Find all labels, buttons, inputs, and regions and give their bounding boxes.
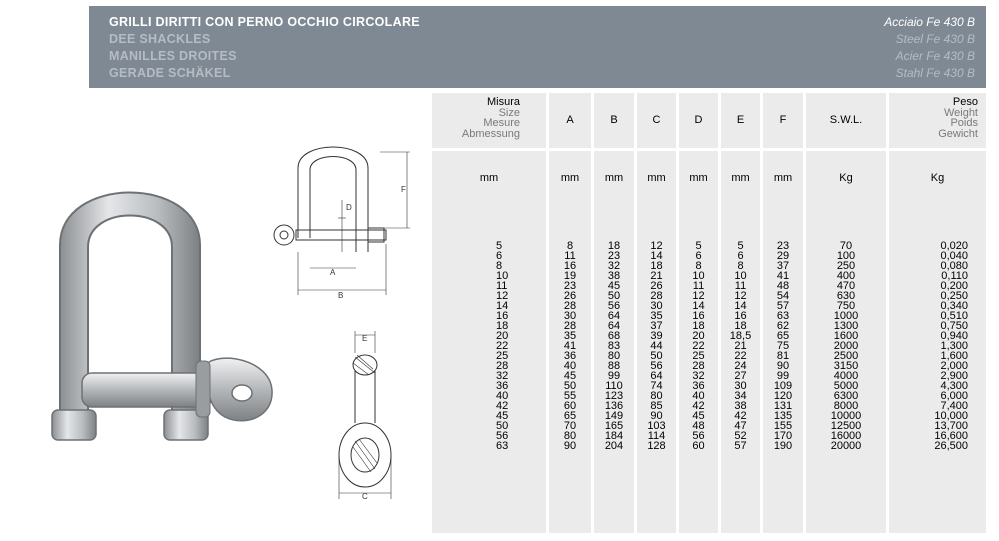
cell: 99 bbox=[776, 370, 790, 382]
size-header-en: Size bbox=[498, 106, 520, 119]
cell: 56 bbox=[692, 430, 705, 442]
cell: 11 bbox=[692, 280, 705, 292]
cell: 40 bbox=[496, 390, 509, 402]
cell: 36 bbox=[496, 380, 509, 392]
cell: 6 bbox=[695, 250, 702, 262]
values-e bbox=[721, 221, 760, 471]
cell: 56 bbox=[607, 300, 621, 312]
cell: 6 bbox=[496, 250, 503, 262]
cell: 80 bbox=[650, 390, 663, 402]
cell: 0,080 bbox=[940, 260, 968, 272]
weight-header-de: Gewicht bbox=[938, 127, 978, 140]
dim-d-label: D bbox=[346, 203, 352, 212]
cell: 2500 bbox=[833, 350, 859, 362]
cell: 2000 bbox=[833, 340, 859, 352]
cell: 39 bbox=[650, 330, 663, 342]
cell: 25 bbox=[496, 350, 509, 362]
cell: 34 bbox=[734, 390, 747, 402]
cell: 27 bbox=[734, 370, 747, 382]
cell: 45 bbox=[496, 410, 509, 422]
cell: 64 bbox=[607, 320, 621, 332]
cell: 32 bbox=[607, 260, 621, 272]
shackle-photo bbox=[20, 155, 280, 455]
unit-b: mm bbox=[604, 172, 624, 184]
cell: 28 bbox=[563, 320, 577, 332]
unit-a: mm bbox=[560, 172, 580, 184]
cell: 55 bbox=[563, 390, 577, 402]
cell: 8 bbox=[566, 240, 574, 252]
cell: 21 bbox=[650, 270, 663, 282]
cell: 0,200 bbox=[940, 280, 968, 292]
cell: 750 bbox=[836, 300, 856, 312]
cell: 85 bbox=[650, 400, 663, 412]
values-b bbox=[594, 221, 634, 471]
cell: 8000 bbox=[833, 400, 859, 412]
header-d: D bbox=[694, 114, 703, 126]
cell: 74 bbox=[650, 380, 663, 392]
cell: 3150 bbox=[833, 360, 859, 372]
cell: 14 bbox=[496, 300, 509, 312]
material-english: Steel Fe 430 B bbox=[895, 32, 975, 46]
cell: 37 bbox=[650, 320, 663, 332]
weight-header-it: Peso bbox=[952, 96, 978, 108]
cell: 26 bbox=[563, 290, 577, 302]
cell: 0,020 bbox=[940, 240, 968, 252]
cell: 90 bbox=[650, 410, 663, 422]
cell: 83 bbox=[607, 340, 621, 352]
cell: 26,500 bbox=[934, 440, 968, 452]
cell: 12 bbox=[692, 290, 705, 302]
cell: 48 bbox=[692, 420, 705, 432]
col-swl bbox=[806, 93, 886, 533]
size-header-fr: Mesure bbox=[483, 117, 520, 129]
cell: 16 bbox=[692, 310, 705, 322]
cell: 190 bbox=[773, 440, 793, 452]
cell: 1000 bbox=[833, 310, 859, 322]
cell: 149 bbox=[604, 410, 624, 422]
cell: 45 bbox=[692, 410, 705, 422]
cell: 65 bbox=[563, 410, 577, 422]
cell: 26 bbox=[650, 280, 663, 292]
cell: 63 bbox=[496, 440, 509, 452]
cell: 50 bbox=[650, 350, 663, 362]
title-banner bbox=[89, 6, 986, 88]
cell: 28 bbox=[650, 290, 663, 302]
cell: 56 bbox=[496, 430, 509, 442]
cell: 48 bbox=[776, 280, 790, 292]
cell: 7,400 bbox=[940, 400, 968, 412]
cell: 42 bbox=[734, 410, 747, 422]
cell: 20 bbox=[692, 330, 705, 342]
cell: 5 bbox=[695, 240, 702, 252]
cell: 38 bbox=[607, 270, 621, 282]
values-d bbox=[679, 221, 718, 471]
cell: 120 bbox=[773, 390, 793, 402]
cell: 75 bbox=[776, 340, 790, 352]
cell: 114 bbox=[647, 430, 666, 442]
cell: 45 bbox=[563, 370, 577, 382]
cell: 16,600 bbox=[934, 430, 968, 442]
cell: 8 bbox=[737, 260, 744, 272]
values-weight bbox=[934, 221, 968, 471]
title-italian: GRILLI DIRITTI CON PERNO OCCHIO CIRCOLARE bbox=[109, 15, 420, 29]
size-header-de: Abmessung bbox=[461, 127, 520, 140]
weight-header-fr: Poids bbox=[950, 117, 978, 129]
cell: 45 bbox=[607, 280, 621, 292]
cell: 70 bbox=[839, 240, 853, 252]
cell: 109 bbox=[773, 380, 793, 392]
cell: 16000 bbox=[830, 430, 862, 442]
unit-size: mm bbox=[479, 172, 499, 184]
cell: 21 bbox=[734, 340, 747, 352]
cell: 63 bbox=[776, 310, 790, 322]
cell: 35 bbox=[563, 330, 577, 342]
unit-weight: Kg bbox=[930, 172, 945, 184]
cell: 10 bbox=[496, 270, 509, 282]
header-e: E bbox=[736, 114, 745, 126]
cell: 1300 bbox=[833, 320, 859, 332]
cell: 136 bbox=[604, 400, 624, 412]
cell: 30 bbox=[563, 310, 577, 322]
cell: 37 bbox=[776, 260, 790, 272]
cell: 36 bbox=[563, 350, 577, 362]
cell: 41 bbox=[776, 270, 790, 282]
cell: 60 bbox=[692, 440, 705, 452]
cell: 32 bbox=[496, 370, 509, 382]
cell: 165 bbox=[604, 420, 624, 432]
cell: 50 bbox=[496, 420, 509, 432]
cell: 22 bbox=[496, 340, 509, 352]
cell: 30 bbox=[650, 300, 663, 312]
cell: 6 bbox=[737, 250, 744, 262]
cell: 20000 bbox=[830, 440, 862, 452]
cell: 18,5 bbox=[729, 330, 752, 342]
cell: 54 bbox=[776, 290, 790, 302]
cell: 50 bbox=[607, 290, 621, 302]
cell: 47 bbox=[734, 420, 747, 432]
cell: 28 bbox=[692, 360, 705, 372]
cell: 184 bbox=[604, 430, 624, 442]
cell: 20 bbox=[496, 330, 509, 342]
cell: 131 bbox=[773, 400, 793, 412]
cell: 12 bbox=[496, 290, 509, 302]
cell: 88 bbox=[607, 360, 621, 372]
cell: 204 bbox=[604, 440, 624, 452]
cell: 250 bbox=[836, 260, 856, 272]
cell: 11 bbox=[496, 280, 508, 292]
cell: 23 bbox=[563, 280, 577, 292]
cell: 81 bbox=[776, 350, 790, 362]
cell: 0,750 bbox=[940, 320, 968, 332]
cell: 52 bbox=[734, 430, 747, 442]
cell: 40 bbox=[563, 360, 577, 372]
cell: 1600 bbox=[833, 330, 859, 342]
cell: 6,000 bbox=[940, 390, 968, 402]
cell: 65 bbox=[776, 330, 790, 342]
cell: 14 bbox=[734, 300, 747, 312]
cell: 11 bbox=[734, 280, 747, 292]
shackle-front-drawing bbox=[262, 140, 424, 306]
cell: 35 bbox=[650, 310, 663, 322]
values-swl bbox=[806, 221, 886, 471]
cell: 5 bbox=[496, 240, 503, 252]
cell: 18 bbox=[734, 320, 747, 332]
cell: 1,600 bbox=[940, 350, 968, 362]
cell: 36 bbox=[692, 380, 705, 392]
material-german: Stahl Fe 430 B bbox=[895, 66, 975, 80]
cell: 56 bbox=[650, 360, 663, 372]
cell: 0,110 bbox=[941, 270, 968, 282]
col-weight bbox=[889, 93, 986, 533]
dim-f-label: F bbox=[401, 185, 406, 194]
unit-d: mm bbox=[689, 172, 708, 184]
col-size bbox=[432, 93, 546, 533]
cell: 90 bbox=[563, 440, 577, 452]
cell: 64 bbox=[607, 310, 621, 322]
cell: 28 bbox=[496, 360, 509, 372]
cell: 14 bbox=[692, 300, 705, 312]
cell: 12500 bbox=[830, 420, 862, 432]
values-c bbox=[637, 221, 676, 471]
cell: 155 bbox=[773, 420, 793, 432]
cell: 57 bbox=[776, 300, 790, 312]
cell: 12 bbox=[650, 240, 663, 252]
cell: 28 bbox=[563, 300, 577, 312]
cell: 128 bbox=[647, 440, 666, 452]
cell: 99 bbox=[607, 370, 621, 382]
cell: 8 bbox=[496, 260, 503, 272]
cell: 110 bbox=[605, 380, 623, 392]
cell: 12 bbox=[734, 290, 747, 302]
cell: 22 bbox=[734, 350, 747, 362]
header-b: B bbox=[610, 114, 618, 126]
title-french: MANILLES DROITES bbox=[109, 49, 237, 63]
values-f bbox=[763, 221, 803, 471]
col-b bbox=[594, 93, 634, 533]
cell: 70 bbox=[563, 420, 577, 432]
cell: 23 bbox=[776, 240, 790, 252]
cell: 123 bbox=[604, 390, 624, 402]
cell: 4000 bbox=[833, 370, 859, 382]
cell: 0,250 bbox=[940, 290, 968, 302]
shackle-side-drawing bbox=[333, 327, 403, 503]
size-header bbox=[462, 97, 520, 139]
values-size bbox=[432, 221, 508, 471]
cell: 170 bbox=[773, 430, 793, 442]
cell: 5 bbox=[737, 240, 744, 252]
cell: 14 bbox=[650, 250, 663, 262]
material-italian: Acciaio Fe 430 B bbox=[884, 15, 975, 29]
dim-b-label: B bbox=[338, 291, 344, 300]
cell: 18 bbox=[496, 320, 509, 332]
col-e bbox=[721, 93, 760, 533]
cell: 44 bbox=[650, 340, 663, 352]
cell: 57 bbox=[734, 440, 747, 452]
cell: 6300 bbox=[833, 390, 859, 402]
cell: 90 bbox=[776, 360, 790, 372]
header-swl: S.W.L. bbox=[829, 114, 863, 126]
size-header-it: Misura bbox=[486, 96, 520, 108]
cell: 50 bbox=[563, 380, 577, 392]
cell: 470 bbox=[836, 280, 856, 292]
col-c bbox=[637, 93, 676, 533]
col-a bbox=[549, 93, 591, 533]
cell: 16 bbox=[563, 260, 577, 272]
cell: 41 bbox=[563, 340, 577, 352]
cell: 10,000 bbox=[934, 410, 968, 422]
cell: 16 bbox=[496, 310, 509, 322]
cell: 42 bbox=[496, 400, 509, 412]
weight-header bbox=[938, 97, 978, 139]
cell: 80 bbox=[607, 350, 621, 362]
unit-e: mm bbox=[731, 172, 750, 184]
title-german: GERADE SCHÄKEL bbox=[109, 66, 231, 80]
cell: 30 bbox=[734, 380, 747, 392]
weight-header-en: Weight bbox=[943, 106, 978, 119]
cell: 62 bbox=[776, 320, 790, 332]
cell: 630 bbox=[836, 290, 856, 302]
cell: 2,000 bbox=[940, 360, 968, 372]
cell: 64 bbox=[650, 370, 663, 382]
title-english: DEE SHACKLES bbox=[109, 32, 211, 46]
material-french: Acier Fe 430 B bbox=[895, 49, 975, 63]
header-f: F bbox=[779, 114, 787, 126]
cell: 80 bbox=[563, 430, 577, 442]
cell: 1,300 bbox=[940, 340, 968, 352]
unit-swl: Kg bbox=[839, 172, 853, 184]
cell: 23 bbox=[607, 250, 621, 262]
cell: 24 bbox=[734, 360, 747, 372]
cell: 18 bbox=[607, 240, 621, 252]
cell: 5000 bbox=[833, 380, 859, 392]
cell: 0,340 bbox=[940, 300, 968, 312]
cell: 42 bbox=[692, 400, 705, 412]
cell: 4,300 bbox=[940, 380, 968, 392]
cell: 8 bbox=[695, 260, 702, 272]
cell: 25 bbox=[692, 350, 705, 362]
cell: 32 bbox=[692, 370, 705, 382]
cell: 0,510 bbox=[940, 310, 968, 322]
cell: 10 bbox=[692, 270, 705, 282]
cell: 11 bbox=[564, 250, 576, 262]
cell: 100 bbox=[836, 250, 856, 262]
cell: 29 bbox=[776, 250, 790, 262]
values-a bbox=[549, 221, 591, 471]
cell: 0,040 bbox=[940, 250, 968, 262]
col-f bbox=[763, 93, 803, 533]
cell: 68 bbox=[607, 330, 621, 342]
cell: 16 bbox=[734, 310, 747, 322]
cell: 135 bbox=[773, 410, 793, 422]
cell: 22 bbox=[692, 340, 705, 352]
dim-e-label: E bbox=[362, 334, 368, 343]
cell: 18 bbox=[650, 260, 663, 272]
cell: 60 bbox=[563, 400, 577, 412]
cell: 18 bbox=[692, 320, 705, 332]
cell: 2,900 bbox=[940, 370, 968, 382]
cell: 38 bbox=[734, 400, 747, 412]
cell: 13,700 bbox=[934, 420, 968, 432]
unit-f: mm bbox=[773, 172, 793, 184]
cell: 0,940 bbox=[940, 330, 968, 342]
cell: 40 bbox=[692, 390, 705, 402]
col-d bbox=[679, 93, 718, 533]
dim-c-label: C bbox=[362, 492, 368, 501]
header-c: C bbox=[652, 114, 661, 126]
header-a: A bbox=[566, 114, 574, 126]
unit-c: mm bbox=[647, 172, 666, 184]
cell: 400 bbox=[836, 270, 856, 282]
cell: 103 bbox=[647, 420, 666, 432]
dim-a-label: A bbox=[330, 268, 336, 277]
cell: 10 bbox=[734, 270, 747, 282]
cell: 19 bbox=[563, 270, 577, 282]
cell: 10000 bbox=[830, 410, 862, 422]
